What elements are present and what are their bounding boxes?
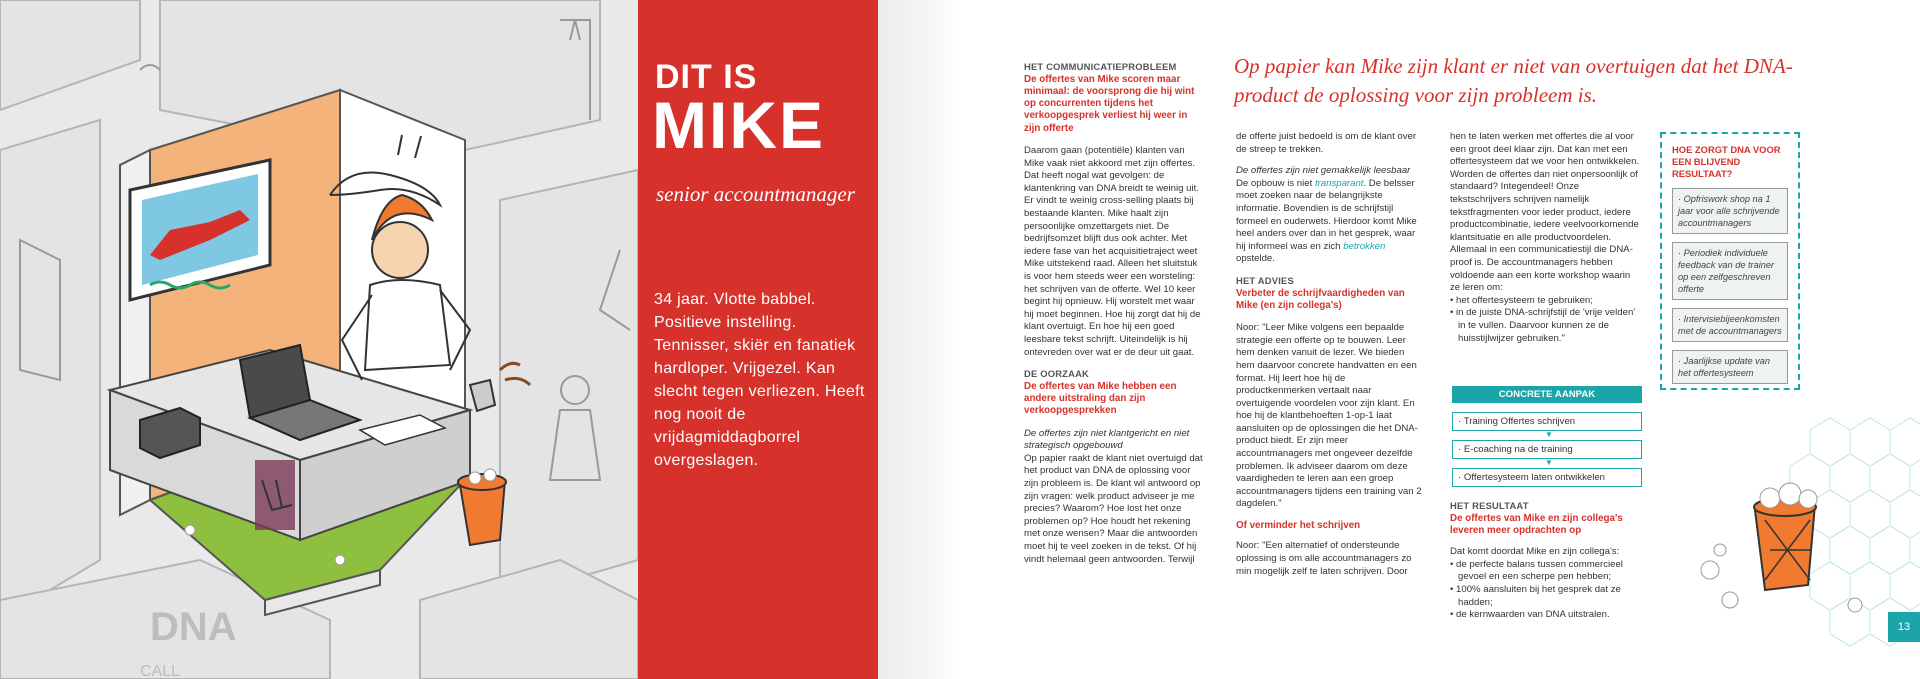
heading-cause: DE OORZAAK	[1024, 368, 1090, 380]
list-item: • de perfecte balans tussen commercieel gevoel en een scherpe pen hebben;	[1450, 558, 1623, 583]
paragraph: Noor: "Leer Mike volgens een bepaalde strategie een offerte op te bouwen. Leer hem denken vanuit de lezer. We bieden hem daarvoor concrete handvatten en een format. Hij leert hoe hij de productkenmerken vertaalt naar overtuigende voordelen voor zijn klant. En hoe hij de klantbehoeften 1-op-1 laat aansluiten op de oplossingen die het DNA-product biedt. Er zijn meer accountmanagers met ongeveer dezelfde problemen. Ik adviseer daarom om deze vaardigheden te leren aan een groep accountmanagers tijdens een training van 2 dagdelen."	[1236, 322, 1422, 510]
approach-step-text: Offertesysteem laten ontwikkelen	[1463, 472, 1606, 483]
page-number: 13	[1888, 612, 1920, 642]
approach-step: · Training Offertes schrijven	[1452, 412, 1642, 431]
sidebox-item: · Jaarlijkse update van het offertesysteem	[1672, 350, 1788, 384]
list-item: • 100% aansluiten bij het gesprek dat ze hadden;	[1450, 583, 1621, 608]
arrow-down-icon: ▼	[1545, 458, 1553, 467]
italic-lead: De offertes zijn niet gemakkelijk leesbaar	[1236, 165, 1411, 177]
wastebasket-icon	[1754, 483, 1817, 590]
paragraph: Dat komt doordat Mike en zijn collega's:	[1450, 546, 1620, 558]
highlight-word: betrokken	[1343, 240, 1386, 252]
paragraph: Op papier raakt de klant niet overtuigd dat het product van DNA de oplossing voor zijn probleem is. De klant wil antwoord op zijn vragen: welk product adviseer je me precies? Waarom? Hoe lost het onze problemen op? Hoe houdt het rekening met onze wensen? Maar die antwoorden moet hij te veel zoeken in de tekst. Of hij vindt helemaal geen antwoorden. Terwijl	[1024, 452, 1203, 565]
result-section	[1450, 500, 1642, 622]
subheading-less-writing: Of verminder het schrijven	[1236, 520, 1361, 532]
approach-title: CONCRETE AANPAK	[1452, 386, 1642, 403]
column-1	[1024, 61, 1204, 575]
list-item: • in de juiste DNA-schrijfstijl de 'vrije velden' in te vullen. Daarvoor kunnen ze de huisstijlwijzer gebruiken."	[1450, 307, 1636, 344]
office-cube-illustration	[0, 0, 638, 679]
text-run: opstelde.	[1236, 253, 1275, 265]
paragraph: hen te laten werken met offertes die al voor een groot deel klaar zijn. Dat kan met een offertesysteem dat we voor hen ontwikkelen. Worden de offertes dan niet onpersoonlijk of standaard? Integendeel! Onze tekstschrijvers schrijven namelijk tekstfragmenten voor ieder product, iedere productcombinatie, iedere veelvoorkomende klantsituatie en alle productvoordelen. Allemaal in een communicatiestijl die DNA-proof is. De accountmanagers hebben voldoende aan een korte workshop waarin ze leren om:	[1450, 131, 1640, 294]
sidebox-item: · Periodiek individuele feedback van de trainer op een zelfgeschreven offerte	[1672, 242, 1788, 300]
sidebox-item-text: Intervisiebijeenkomsten met de accountmanagers	[1678, 314, 1782, 336]
approach-step: ▼ · Offertesysteem laten ontwikkelen	[1452, 468, 1642, 487]
sidebox-title: HOE ZORGT DNA VOOR EEN BLIJVEND RESULTAAT?	[1672, 144, 1781, 179]
arrow-down-icon: ▼	[1545, 430, 1553, 439]
approach-step-text: Training Offertes schrijven	[1463, 416, 1576, 427]
concrete-approach-box	[1452, 386, 1642, 487]
hero-title-small: DIT IS	[655, 58, 758, 96]
text-run: De opbouw is niet	[1236, 177, 1315, 189]
hero-title-big: MIKE	[652, 88, 825, 162]
subheading-cause: De offertes van Mike hebben een andere uitstraling dan zijn verkoopgesprekken	[1024, 380, 1177, 417]
subheading-problem: De offertes van Mike scoren maar minimaal: de voorsprong die hij wint op concurrenten tijdens het verkoopgesprek verliest hij weer in zijn offerte	[1024, 73, 1195, 134]
list-item-text: in de juiste DNA-schrijfstijl de 'vrije velden' in te vullen. Daarvoor kunnen ze de huisstijlwijzer gebruiken."	[1456, 307, 1636, 344]
list-item-text: het offertesysteem te gebruiken;	[1456, 294, 1593, 306]
subheading-advice: Verbeter de schrijfvaardigheden van Mike (en zijn collega's)	[1236, 287, 1405, 311]
sidebox-item-text: Opfriswork shop na 1 jaar voor alle schrijvende accountmanagers	[1678, 194, 1780, 228]
subheading-result: De offertes van Mike en zijn collega's leveren meer opdrachten op	[1450, 512, 1623, 536]
heading-result: HET RESULTAAT	[1450, 500, 1529, 511]
italic-lead: De offertes zijn niet klantgericht en niet strategisch opgebouwd	[1024, 427, 1190, 452]
sidebox-item: · Opfriswork shop na 1 jaar voor alle schrijvende accountmanagers	[1672, 188, 1788, 234]
hexagon-pattern-decoration	[1660, 400, 1920, 679]
sidebox-item-text: Jaarlijkse update van het offertesysteem	[1678, 356, 1770, 378]
paragraph: Noor: "Een alternatief of ondersteunde oplossing is om alle accountmanagers zo min mogelijk zelf te laten schrijven. Door	[1236, 540, 1412, 577]
paragraph	[1236, 178, 1424, 266]
sidebox-item: · Intervisiebijeenkomsten met de accountmanagers	[1672, 308, 1788, 342]
crate-label: DNA	[150, 605, 237, 649]
column-3	[1450, 131, 1642, 345]
approach-step-text: E-coaching na de training	[1463, 444, 1573, 455]
cartoon-illustration	[0, 0, 638, 679]
list-item-text: de perfecte balans tussen commercieel gevoel en een scherpe pen hebben;	[1456, 558, 1623, 583]
pull-quote: Op papier kan Mike zijn klant er niet van overtuigen dat het DNA-product de oplossing voor zijn probleem is.	[1234, 54, 1793, 107]
hero-subtitle: senior accountmanager	[656, 182, 855, 206]
paragraph: Daarom gaan (potentiële) klanten van Mike vaak niet akkoord met zijn offertes. Dat heeft nogal wat gevolgen: de klantenkring van DNA breidt te weinig uit. Er vindt te weinig cross-selling plaats bij bestaande klanten. Mike haalt zijn persoonlijke omzettargets niet. De bedrijfsomzet blijft dus ook achter. Met iedere fase van het acquisitietraject weet Mike uitstekend raad. Alleen het sluitstuk is voor hem steeds weer een worsteling: het schrijven van de offerte. Wel 10 keer begint hij opnieuw. Hij worstelt met waar hij moet beginnen. Hoe hij zorgt dat hij de klant overtuigt. En hoe hij een goed leesbare tekst schrijft. Uiteindelijk is hij ontevreden over wat er de deur uit gaat.	[1024, 145, 1201, 358]
hero-intro: 34 jaar. Vlotte babbel. Positieve instelling. Tennisser, skiër en fanatiek hardloper. Vrijgezel. Kan slecht tegen verliezen. Heeft nog nooit de vrijdagmiddagborrel overgeslagen.	[654, 291, 865, 469]
page-gutter	[878, 0, 960, 679]
approach-step: ▼ · E-coaching na de training	[1452, 440, 1642, 459]
list-item-text: de kernwaarden van DNA uitstralen.	[1456, 609, 1610, 621]
list-item: • het offertesysteem te gebruiken;	[1450, 294, 1593, 306]
heading-problem: HET COMMUNICATIEPROBLEEM	[1024, 61, 1177, 72]
paragraph: de offerte juist bedoeld is om de klant over de streep te trekken.	[1236, 131, 1417, 155]
list-item-text: 100% aansluiten bij het gesprek dat ze hadden;	[1456, 583, 1621, 608]
text-run: . De belsser moet zoeken naar de belangrijkste informatie. Bovendien is de schrijfstijl formeel en ouderwets. Hierdoor komt Mike heel anders over dan in het gesprek, waar hij informeel was en zich	[1236, 177, 1417, 252]
lasting-result-box	[1660, 132, 1800, 390]
highlight-word: transparant	[1314, 177, 1364, 189]
bullet-list	[1450, 559, 1642, 622]
heading-advice: HET ADVIES	[1236, 274, 1294, 286]
crate-label-2: CALL	[140, 663, 181, 679]
column-2	[1236, 131, 1424, 587]
sidebox-item-text: Periodiek individuele feedback van de trainer op een zelfgeschreven offerte	[1678, 248, 1775, 294]
bullet-list	[1450, 295, 1642, 345]
list-item: • de kernwaarden van DNA uitstralen.	[1450, 609, 1610, 621]
